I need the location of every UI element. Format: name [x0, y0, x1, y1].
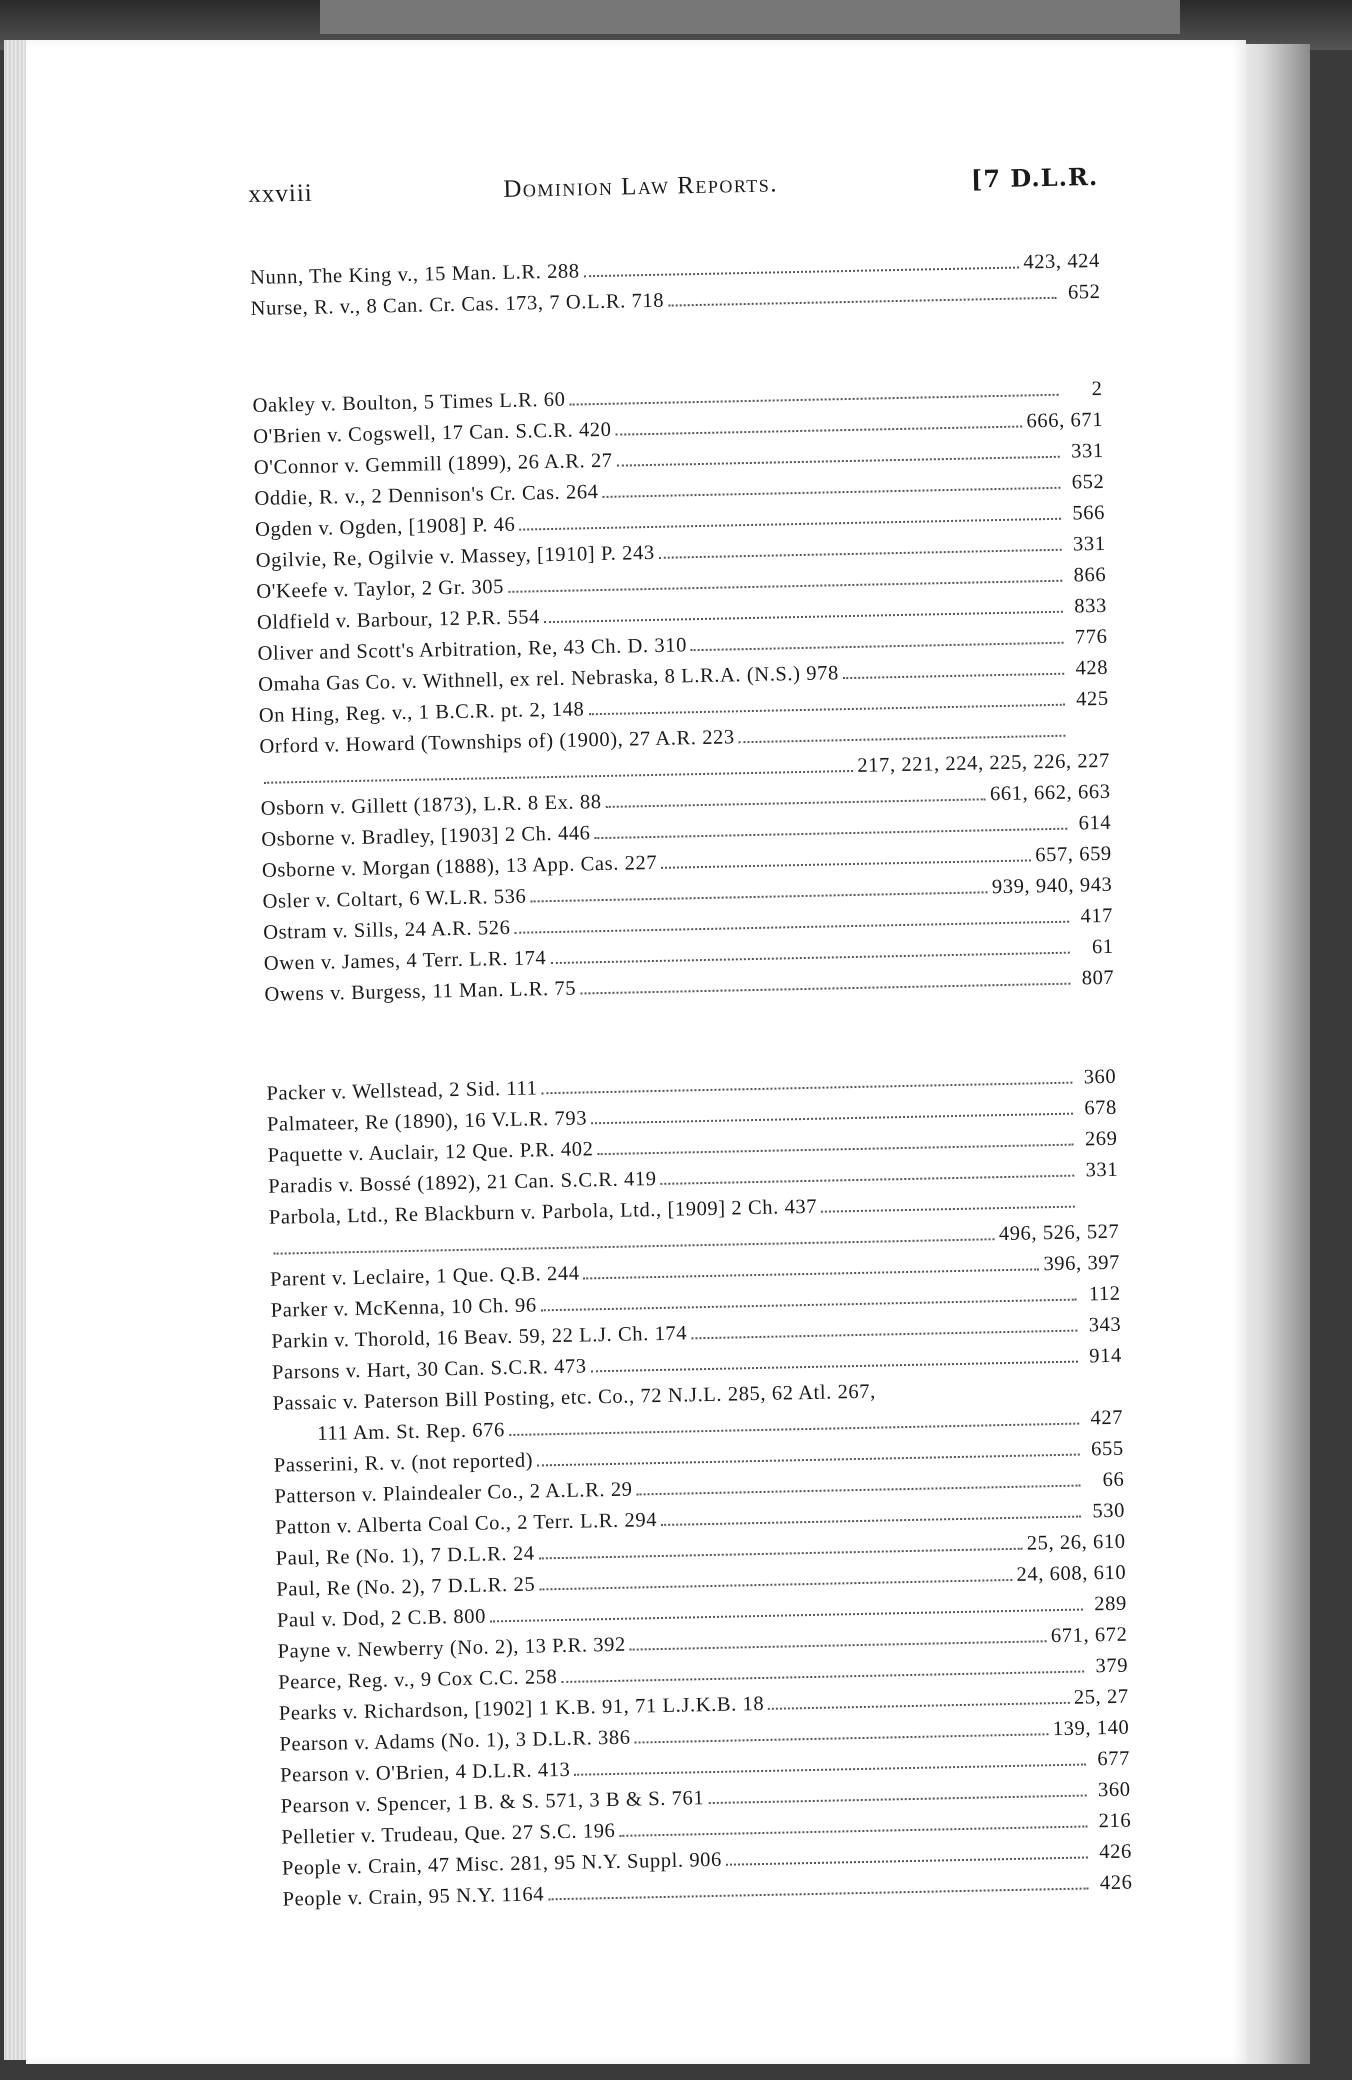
leader-dots — [570, 394, 1059, 406]
case-index — [250, 246, 1133, 1916]
page-references: 496, 526, 527 — [998, 1220, 1120, 1246]
page-references: 289 — [1094, 1592, 1128, 1616]
page-references: 655 — [1090, 1437, 1124, 1461]
case-citation: Oldfield v. Barbour, 12 P.R. 554 — [256, 606, 541, 634]
page-references: 66 — [1102, 1468, 1125, 1492]
page-references: 661, 662, 663 — [989, 780, 1111, 806]
running-title: Dominion Law Reports. — [503, 170, 779, 203]
page-references — [1079, 1207, 1119, 1208]
page-references: 939, 940, 943 — [991, 873, 1113, 899]
case-citation: Pelletier v. Trudeau, Que. 27 S.C. 196 — [281, 1819, 616, 1849]
leader-dots — [539, 1579, 1012, 1591]
case-citation: Palmateer, Re (1890), 16 V.L.R. 793 — [266, 1107, 588, 1136]
case-citation: Pearson v. Adams (No. 1), 3 D.L.R. 386 — [279, 1726, 631, 1756]
page-references: 677 — [1097, 1747, 1131, 1771]
leader-dots — [616, 426, 1023, 436]
case-citation: Paradis v. Bossé (1892), 21 Can. S.C.R. 419 — [268, 1168, 657, 1198]
page-references: 216 — [1098, 1809, 1132, 1833]
case-citation: Passerini, R. v. (not reported) — [273, 1449, 534, 1477]
leader-dots — [630, 1640, 1047, 1650]
leader-dots — [659, 549, 1062, 559]
page-references: 423, 424 — [1023, 249, 1101, 274]
page-references: 566 — [1072, 501, 1106, 525]
leader-dots — [490, 1609, 1083, 1623]
page-references: 776 — [1074, 625, 1108, 649]
leader-dots — [768, 1702, 1070, 1710]
leader-dots — [843, 673, 1064, 679]
case-citation: Parbola, Ltd., Re Blackburn v. Parbola, Ltd., [1909] 2 Ch. 437 — [268, 1195, 818, 1229]
leader-dots — [726, 1856, 1088, 1865]
page-references: 614 — [1078, 811, 1112, 835]
leader-dots — [264, 770, 853, 784]
case-citation: Oakley v. Boulton, 5 Times L.R. 60 — [252, 388, 566, 417]
page-references — [1083, 1393, 1123, 1394]
leader-dots — [739, 735, 1066, 744]
page-references: 678 — [1084, 1096, 1118, 1120]
page-references: 671, 672 — [1050, 1623, 1128, 1648]
case-citation: Orford v. Howard (Townships of) (1900), 27 A.R. 223 — [259, 726, 735, 758]
case-citation: Passaic v. Paterson Bill Posting, etc. Co., 72 N.J.L. 285, 62 Atl. 267, — [272, 1380, 877, 1415]
case-citation: Ogden v. Ogden, [1908] P. 46 — [254, 513, 516, 541]
leader-dots — [584, 267, 1020, 278]
page-references: 139, 140 — [1052, 1716, 1130, 1741]
case-citation: Pearce, Reg. v., 9 Cox C.C. 258 — [278, 1666, 558, 1694]
case-citation: Paul v. Dod, 2 C.B. 800 — [276, 1605, 487, 1632]
page-references: 331 — [1070, 439, 1104, 463]
index-group-o — [252, 374, 1114, 1011]
case-citation: Oliver and Scott's Arbitration, Re, 43 Ch. D. 310 — [257, 634, 688, 665]
page-references: 530 — [1092, 1499, 1126, 1523]
page-references: 425 — [1075, 687, 1109, 711]
page-references: 343 — [1088, 1313, 1122, 1337]
page-references: 807 — [1081, 966, 1115, 990]
case-citation: Osborne v. Morgan (1888), 13 App. Cas. 227 — [261, 851, 658, 882]
case-citation: Oddie, R. v., 2 Dennison's Cr. Cas. 264 — [254, 481, 599, 510]
leader-dots — [574, 1764, 1086, 1776]
index-group-n — [250, 246, 1101, 325]
page-references: 331 — [1085, 1158, 1119, 1182]
case-citation: Omaha Gas Co. v. Withnell, ex rel. Nebraska, 8 L.R.A. (N.S.) 978 — [258, 662, 840, 696]
page-references: 426 — [1099, 1871, 1133, 1895]
leader-dots — [603, 487, 1061, 498]
case-citation: Paquette v. Auclair, 12 Que. P.R. 402 — [267, 1138, 594, 1167]
leader-dots — [550, 952, 1069, 964]
leader-dots — [541, 1299, 1077, 1312]
leader-dots — [530, 891, 988, 902]
page-content — [248, 158, 1133, 1916]
page-references: 61 — [1091, 935, 1114, 959]
case-citation: People v. Crain, 47 Misc. 281, 95 N.Y. Suppl. 906 — [281, 1848, 723, 1880]
page-references: 426 — [1099, 1840, 1133, 1864]
leader-dots — [637, 1485, 1081, 1496]
leader-dots — [509, 1423, 1079, 1436]
page-references: 25, 27 — [1073, 1685, 1129, 1709]
leader-dots — [619, 1825, 1087, 1836]
page-references: 652 — [1067, 280, 1101, 304]
case-citation: Parker v. McKenna, 10 Ch. 96 — [270, 1294, 537, 1322]
case-citation: Payne v. Newberry (No. 2), 13 P.R. 392 — [277, 1633, 627, 1663]
case-citation: Patton v. Alberta Coal Co., 2 Terr. L.R. 294 — [274, 1509, 658, 1539]
page-references: 914 — [1089, 1344, 1123, 1368]
case-citation: Osler v. Coltart, 6 W.L.R. 536 — [262, 885, 527, 913]
leader-dots — [595, 828, 1068, 839]
case-citation: Patterson v. Plaindealer Co., 2 A.L.R. 29 — [274, 1478, 633, 1508]
case-citation: O'Connor v. Gemmill (1899), 26 A.R. 27 — [253, 449, 613, 479]
page-number: xxviii — [248, 179, 313, 208]
page-references: 657, 659 — [1035, 842, 1113, 867]
leader-dots — [821, 1206, 1075, 1213]
page-references: 428 — [1075, 656, 1109, 680]
leader-dots — [508, 580, 1062, 593]
case-citation: Nurse, R. v., 8 Can. Cr. Cas. 173, 7 O.L.R. 718 — [250, 289, 665, 320]
case-citation: Parent v. Leclaire, 1 Que. Q.B. 244 — [269, 1262, 580, 1291]
leader-dots — [661, 859, 1031, 868]
case-citation: Ogilvie, Re, Ogilvie v. Massey, [1910] P. 243 — [255, 541, 655, 572]
page-references: 112 — [1088, 1282, 1121, 1306]
leader-dots — [580, 983, 1070, 995]
page-references: 379 — [1095, 1654, 1129, 1678]
page-references: 360 — [1097, 1778, 1131, 1802]
case-citation: O'Brien v. Cogswell, 17 Can. S.C.R. 420 — [253, 418, 612, 448]
leader-dots — [880, 1394, 1079, 1398]
page-references: 269 — [1084, 1127, 1118, 1151]
index-group-p — [266, 1062, 1133, 1916]
case-citation: Nunn, The King v., 15 Man. L.R. 288 — [249, 260, 580, 289]
leader-dots — [584, 1268, 1040, 1279]
case-citation: Ostram v. Sills, 24 A.R. 526 — [262, 916, 511, 944]
leader-dots — [561, 1671, 1084, 1683]
case-citation: Paul, Re (No. 2), 7 D.L.R. 25 — [276, 1573, 536, 1601]
leader-dots — [542, 1082, 1073, 1095]
page-references — [1069, 736, 1109, 737]
leader-dots — [537, 1454, 1080, 1467]
page-references: 24, 608, 610 — [1016, 1561, 1127, 1586]
binding-tab — [320, 0, 1180, 34]
page-references: 652 — [1071, 470, 1105, 494]
leader-dots — [617, 456, 1060, 467]
leader-dots — [598, 1144, 1074, 1156]
leader-dots — [661, 1175, 1075, 1185]
leader-dots — [591, 1361, 1078, 1373]
page-references: 396, 397 — [1043, 1251, 1121, 1276]
leader-dots — [548, 1887, 1088, 1900]
page-references: 417 — [1080, 904, 1114, 928]
case-citation: O'Keefe v. Taylor, 2 Gr. 305 — [256, 575, 505, 603]
case-citation: Osborne v. Bradley, [1903] 2 Ch. 446 — [261, 822, 591, 851]
leader-dots — [606, 798, 986, 808]
leader-dots — [661, 1516, 1081, 1526]
page-references: 833 — [1074, 594, 1108, 618]
case-citation: Paul, Re (No. 1), 7 D.L.R. 24 — [275, 1542, 535, 1570]
leader-dots — [708, 1794, 1086, 1804]
leader-dots — [668, 297, 1056, 307]
leader-dots — [544, 611, 1063, 623]
leader-dots — [588, 704, 1064, 716]
page-references: 666, 671 — [1026, 408, 1104, 433]
leader-dots — [515, 921, 1070, 934]
case-citation: Pearson v. Spencer, 1 B. & S. 571, 3 B & S. 761 — [280, 1787, 705, 1818]
leader-dots — [635, 1733, 1049, 1743]
leader-dots — [691, 1330, 1077, 1340]
case-citation: Osborn v. Gillett (1873), L.R. 8 Ex. 88 — [260, 791, 602, 820]
page-references: 360 — [1083, 1065, 1117, 1089]
volume-reference: [7 D.L.R. — [970, 161, 1099, 194]
page-references: 25, 26, 610 — [1026, 1530, 1126, 1555]
leader-dots — [539, 1548, 1023, 1560]
case-citation: People v. Crain, 95 N.Y. 1164 — [282, 1883, 545, 1911]
page-references: 217, 221, 224, 225, 226, 227 — [857, 749, 1111, 777]
case-citation: Pearks v. Richardson, [1902] 1 K.B. 91, 71 L.J.K.B. 18 — [278, 1692, 765, 1725]
leader-dots — [691, 642, 1064, 651]
case-citation: On Hing, Reg. v., 1 B.C.R. pt. 2, 148 — [258, 698, 585, 727]
leader-dots — [519, 518, 1061, 531]
page-references: 331 — [1072, 532, 1106, 556]
case-citation: Parsons v. Hart, 30 Can. S.C.R. 473 — [271, 1355, 587, 1384]
case-citation: 111 Am. St. Rep. 676 — [317, 1419, 506, 1445]
case-citation: Owen v. James, 4 Terr. L.R. 174 — [263, 947, 547, 975]
page-references: 866 — [1073, 563, 1107, 587]
page-references: 2 — [1091, 377, 1103, 401]
case-citation: Packer v. Wellstead, 2 Sid. 111 — [266, 1077, 538, 1105]
page-references: 427 — [1090, 1406, 1124, 1430]
case-citation: Owens v. Burgess, 11 Man. L.R. 75 — [264, 977, 577, 1006]
case-citation: Parkin v. Thorold, 16 Beav. 59, 22 L.J. Ch. 174 — [271, 1322, 688, 1353]
case-citation: Pearson v. O'Brien, 4 D.L.R. 413 — [279, 1758, 571, 1787]
leader-dots — [591, 1113, 1073, 1125]
